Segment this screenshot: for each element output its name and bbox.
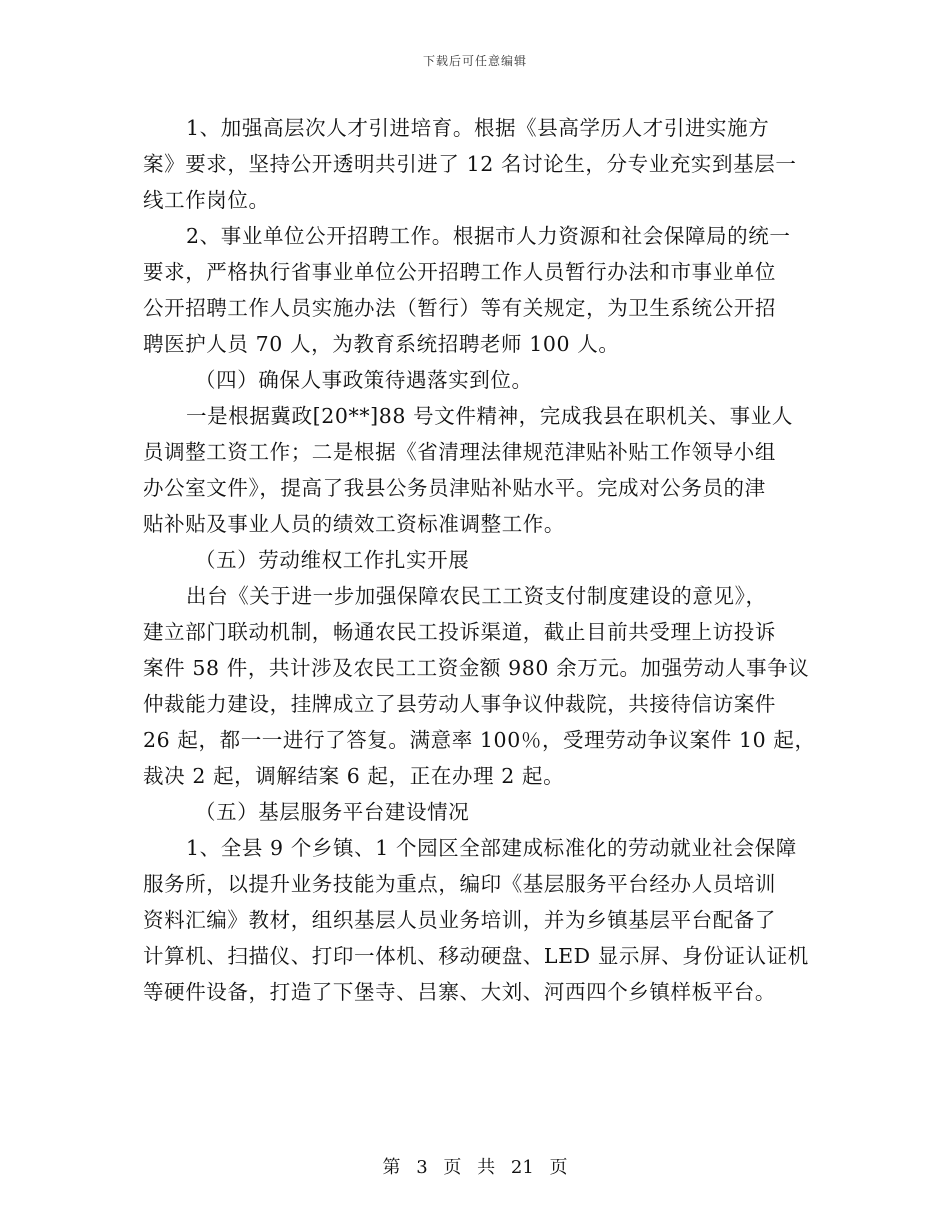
text-line: 1、全县 9 个乡镇、1 个园区全部建成标准化的劳动就业社会保障 [186,836,797,860]
text-line: 线工作岗位。 [143,188,270,212]
text-line: 案》要求，坚持公开透明共引进了 12 名讨论生，分专业充实到基层一 [143,152,797,176]
text-line: 聘医护人员 70 人，为教育系统招聘老师 100 人。 [143,332,620,356]
text-line: 办公室文件》，提高了我县公务员津贴补贴水平。完成对公务员的津 [143,476,766,500]
page-number-footer [0,1153,950,1179]
total-pages-number: 21 [510,1157,534,1178]
text-line: 案件 58 件，共计涉及农民工工资金额 980 余万元。加强劳动人事争议 [143,656,810,680]
text-line: 一是根据冀政[20**]88 号文件精神，完成我县在职机关、事业人 [186,404,793,428]
text-line: 等硬件设备，打造了下堡寺、吕寨、大刘、河西四个乡镇样板平台。 [143,980,776,1004]
text-line: 公开招聘工作人员实施办法（暂行）等有关规定，为卫生系统公开招 [143,296,776,320]
text-line: 仲裁能力建设，挂牌成立了县劳动人事争议仲裁院，共接待信访案件 [143,692,776,716]
footer-label: 共 [477,1157,496,1178]
section-heading-5a [143,542,809,578]
current-page-number: 3 [416,1157,428,1178]
text-line: 建立部门联动机制，畅通农民工投诉渠道，截止目前共受理上访投诉 [143,620,776,644]
footer-label: 页 [549,1157,568,1178]
footer-label: 第 [382,1157,401,1178]
paragraph-0 [143,110,809,218]
section-heading-4 [143,362,809,398]
paragraph-7 [143,830,809,1010]
text-line: 计算机、扫描仪、打印一体机、移动硬盘、LED 显示屏、身份证认证机 [143,944,809,968]
section-heading: （五）基层服务平台建设情况 [195,800,470,824]
document-body [143,110,816,1010]
text-line: 员调整工资工作；二是根据《省清理法律规范津贴补贴工作领导小组 [143,440,776,464]
text-line: 26 起，都一一进行了答复。满意率 100％，受理劳动争议案件 10 起， [143,728,816,752]
text-line: 资料汇编》教材，组织基层人员业务培训，并为乡镇基层平台配备了 [143,908,776,932]
section-heading: （四）确保人事政策待遇落实到位。 [195,368,533,392]
section-heading-5b [143,794,809,830]
text-line: 贴补贴及事业人员的绩效工资标准调整工作。 [143,512,565,536]
section-heading: （五）劳动维权工作扎实开展 [195,548,470,572]
text-line: 裁决 2 起，调解结案 6 起，正在办理 2 起。 [143,764,565,788]
text-line: 服务所，以提升业务技能为重点，编印《基层服务平台经办人员培训 [143,872,776,896]
paragraph-1 [143,218,809,362]
text-line: 2、事业单位公开招聘工作。根据市人力资源和社会保障局的统一 [186,224,791,248]
paragraph-5 [143,578,816,794]
footer-label: 页 [443,1157,462,1178]
text-line: 1、加强高层次人才引进培育。根据《县高学历人才引进实施方 [186,116,770,140]
text-line: 要求，严格执行省事业单位公开招聘工作人员暂行办法和市事业单位 [143,260,776,284]
paragraph-3 [143,398,809,542]
text-line: 出台《关于进一步加强保障农民工工资支付制度建设的意见》， [186,584,767,608]
page-header: 下载后可任意编辑 [422,54,527,68]
